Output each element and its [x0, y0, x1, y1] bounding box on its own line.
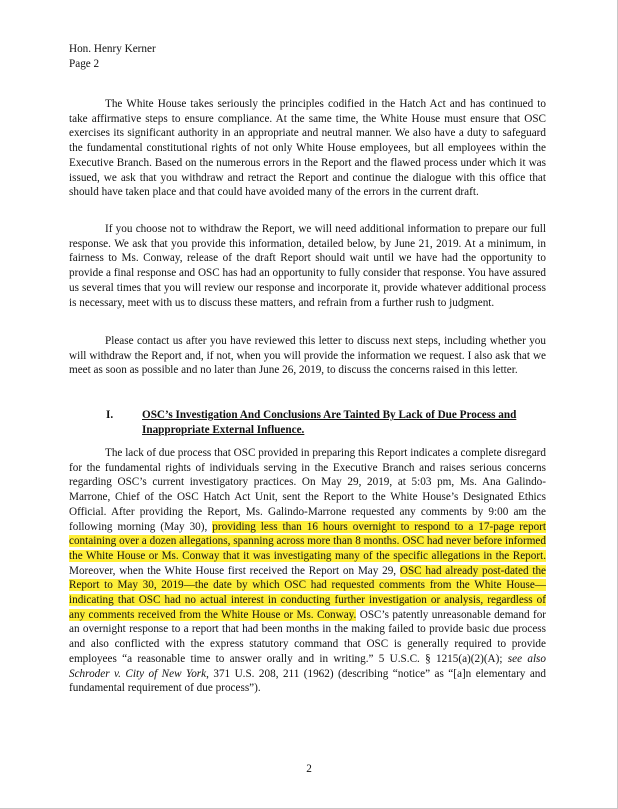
- citation-tail: , 371 U.S. 208, 211 (1962) (describing “notice” as “[a]n elementary and fundamental requirement of due process”).: [69, 667, 546, 695]
- highlighted-passage-deadline: providing less than 16 hours overnight to respond to a 17-page report containing over a dozen allegations, spanning across more than 8 months. OSC had never before informed the White House or Ms. Conway that it was investigating many of the specific allegations in the Report.: [69, 520, 547, 562]
- due-process-intro: The lack of due process that OSC provided in preparing this Report indicates a complete disregard for the fundamental rights of individuals serving in the Executive Branch and raises serious concerns regarding OSC’s current investigatory practices. On May 29, 2019, at 5:03 pm, Ms. Ana Galindo-Marrone, Chief of the OSC Hatch Act Unit, sent the Report to the White House’s Designated Ethics Official. After providing the Report, Ms. Galindo-Marrone requested any comments by 9:00 am the following morning (May 30),: [69, 447, 546, 533]
- paragraph-compliance: [69, 97, 546, 200]
- paragraph-due-process: [69, 446, 546, 696]
- page-number: 2: [306, 763, 312, 775]
- page-label: Page 2: [69, 57, 100, 70]
- letter-header: [69, 42, 156, 71]
- paragraph-contact-request-text: Please contact us after you have reviewed this letter to discuss next steps, including whether you will withdraw the Report and, if not, when you will provide the information we request. I also ask that we meet as soon as possible and no later than June 26, 2019, to discuss the concerns raised in this letter.: [69, 335, 546, 377]
- paragraph-contact-request: [69, 334, 546, 378]
- highlighted-passage-postdated: OSC had already post-dated the Report to May 30, 2019—the date by which OSC had requested comments from the White House—indicating that OSC had no actual interest in conducting further investigation or analysis, regardless of any comments received from the White House or Ms. Conway.: [69, 564, 547, 621]
- paragraph-compliance-text: The White House takes seriously the principles codified in the Hatch Act and has continued to take affirmative steps to ensure compliance. At the same time, the White House must ensure that OSC exercises its significant authority in an appropriate and neutral manner. We also have a duty to safeguard the fundamental constitutional rights of not only White House employees, but all employees within the Executive Branch. Based on the numerous errors in the Report and the flawed process under which it was issued, we ask that you withdraw and retract the Report and continue the dialogue with this office that should have taken place and that could have avoided many of the errors in the current draft.: [69, 98, 546, 199]
- section-title: OSC’s Investigation And Conclusions Are Tainted By Lack of Due Process and Inappropriate External Influence.: [142, 409, 517, 436]
- due-process-middle: Moreover, when the White House first received the Report on May 29,: [69, 564, 397, 577]
- addressee: Hon. Henry Kerner: [69, 43, 156, 55]
- case-citation: see also Schroder v. City of New York: [69, 652, 547, 680]
- due-process-continuation: OSC’s patently unreasonable demand for an overnight response to a report that had been months in the making failed to provide basic due process and also conflicted with the express statutory command that OSC is generally required to provide employees “a reasonable time to answer orally and in writing.” 5 U.S.C. § 1215(a)(2)(A);: [69, 608, 547, 665]
- section-number: I.: [106, 409, 114, 421]
- paragraph-additional-information-text: If you choose not to withdraw the Report, we will need additional information to prepare our full response. We ask that you provide this information, detailed below, by June 21, 2019. At a minimum, in fairness to Ms. Conway, release of the draft Report should wait until we have had the opportunity to provide a final response and OSC has had an opportunity to fully consider that response. You have assured us several times that you will review our response and incorporate it, provide whatever additional process is necessary, meet with us to discuss these matters, and refrain from a further rush to judgment.: [69, 223, 546, 309]
- paragraph-additional-information: [69, 222, 546, 310]
